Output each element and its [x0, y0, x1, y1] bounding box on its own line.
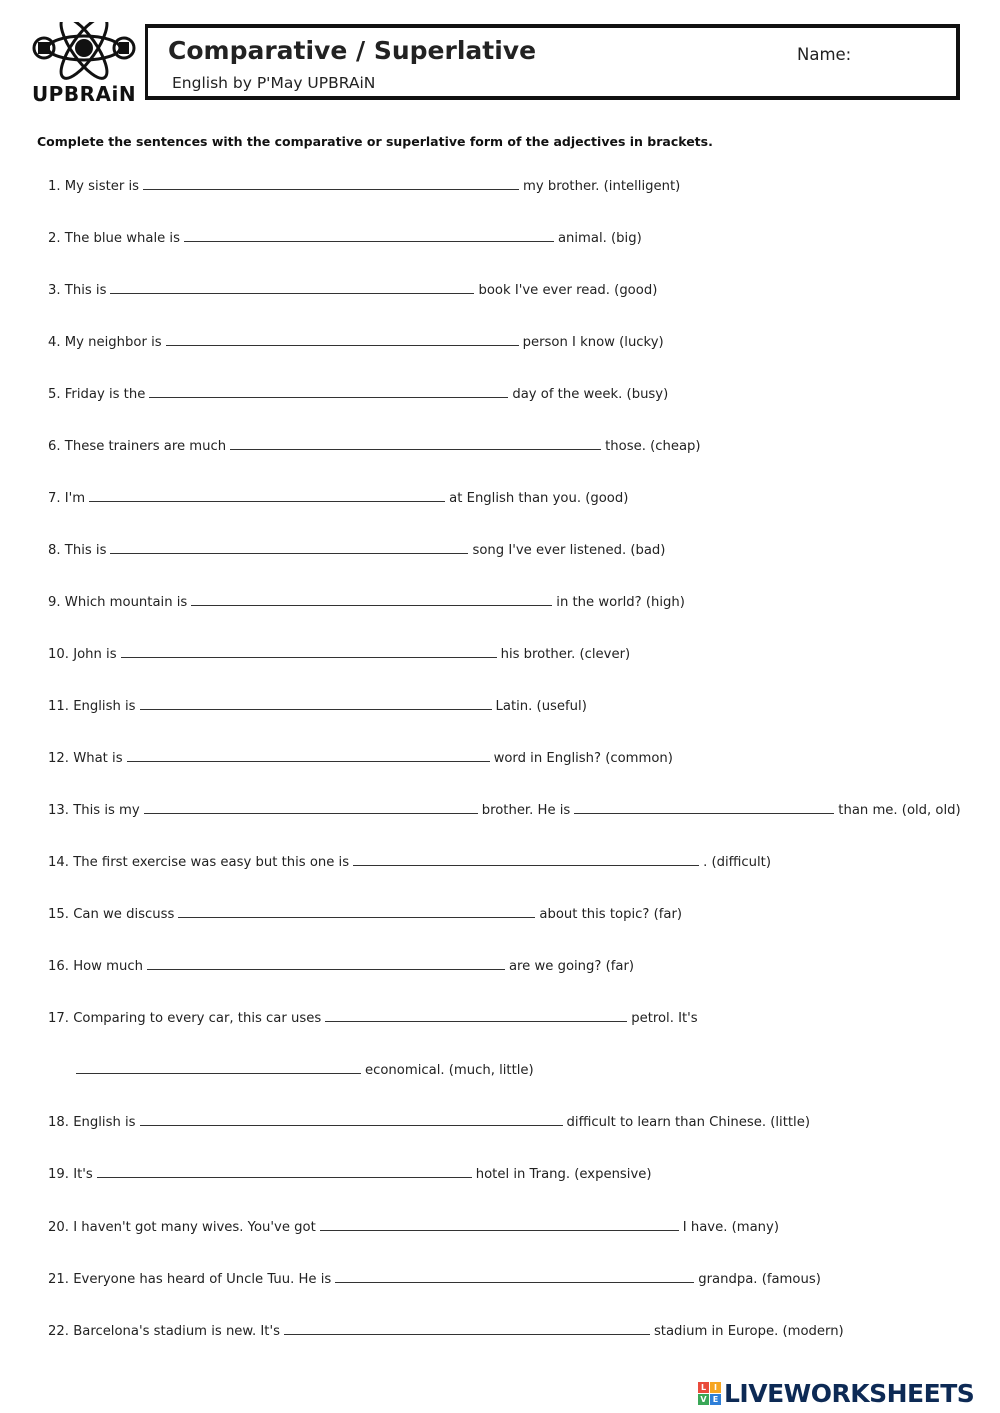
question-row — [48, 1219, 779, 1235]
answer-blank[interactable] — [335, 1271, 694, 1283]
question-number: 2. — [48, 231, 61, 246]
question-number: 17. — [48, 1011, 69, 1026]
question-number: 14. — [48, 855, 69, 870]
question-row — [48, 334, 664, 350]
upbrain-logo — [28, 22, 140, 108]
question-text-after: stadium in Europe. (modern) — [653, 1324, 844, 1339]
question-text-after: hotel in Trang. (expensive) — [475, 1167, 652, 1182]
question-text-before: How much — [73, 959, 143, 974]
question-text-after: those. (cheap) — [605, 439, 701, 454]
question-text-before: These trainers are much — [64, 439, 227, 454]
question-text-before: My neighbor is — [64, 335, 162, 350]
question-text-before: English is — [73, 699, 136, 714]
worksheet-subtitle: English by P'May UPBRAiN — [172, 74, 376, 92]
question-text-after: I have. (many) — [682, 1220, 779, 1235]
question-text-before: John is — [73, 647, 117, 662]
question-number: 1. — [48, 179, 61, 194]
answer-blank[interactable] — [284, 1323, 650, 1335]
answer-blank[interactable] — [230, 438, 601, 450]
question-text-after: economical. (much, little) — [365, 1063, 534, 1078]
question-text-before: This is — [64, 283, 107, 298]
question-number: 22. — [48, 1324, 69, 1339]
question-row — [48, 1166, 652, 1182]
question-text-after: at English than you. (good) — [449, 491, 629, 506]
question-text-before: I'm — [64, 491, 86, 506]
question-text-after: my brother. (intelligent) — [523, 179, 681, 194]
header-box — [145, 24, 960, 100]
question-number: 4. — [48, 335, 61, 350]
answer-blank[interactable] — [89, 490, 445, 502]
question-text-after: difficult to learn than Chinese. (little) — [566, 1115, 810, 1130]
answer-blank[interactable] — [121, 646, 497, 658]
question-text-before: My sister is — [64, 179, 140, 194]
question-number: 7. — [48, 491, 61, 506]
question-number: 10. — [48, 647, 69, 662]
answer-blank[interactable] — [191, 594, 552, 606]
question-row — [48, 282, 657, 298]
question-text-after: Latin. (useful) — [495, 699, 587, 714]
answer-blank[interactable] — [320, 1219, 679, 1231]
question-row — [48, 750, 673, 766]
question-text-after: day of the week. (busy) — [512, 387, 669, 402]
answer-blank[interactable] — [178, 906, 535, 918]
question-row — [48, 698, 587, 714]
question-row — [48, 594, 685, 610]
question-row — [48, 490, 628, 506]
question-row — [48, 438, 701, 454]
question-text-after: than me. (old, old) — [838, 803, 961, 818]
question-row — [48, 1323, 844, 1339]
answer-blank[interactable] — [325, 1010, 627, 1022]
question-text-before: I haven't got many wives. You've got — [73, 1220, 316, 1235]
badge-letter: E — [710, 1394, 721, 1405]
question-number: 16. — [48, 959, 69, 974]
instructions: Complete the sentences with the comparative or superlative form of the adjectives in brackets. — [37, 134, 713, 149]
brand-text: LIVEWORKSHEETS — [724, 1378, 975, 1408]
question-text-before: This is — [64, 543, 107, 558]
question-text-before: The blue whale is — [64, 231, 180, 246]
question-text-before: This is my — [73, 803, 140, 818]
answer-blank[interactable] — [143, 178, 519, 190]
answer-blank[interactable] — [140, 1114, 563, 1126]
question-row — [48, 1114, 810, 1130]
question-text-after: in the world? (high) — [556, 595, 685, 610]
question-text-before: Which mountain is — [64, 595, 188, 610]
question-number: 12. — [48, 751, 69, 766]
answer-blank[interactable] — [149, 386, 508, 398]
question-number: 13. — [48, 803, 69, 818]
question-row — [48, 802, 961, 818]
question-text-before: Comparing to every car, this car uses — [73, 1011, 322, 1026]
question-text-before: It's — [73, 1167, 93, 1182]
question-row — [48, 386, 668, 402]
logo-text: UPBRAiN — [31, 82, 137, 106]
question-text-after: his brother. (clever) — [500, 647, 631, 662]
worksheet-title: Comparative / Superlative — [168, 36, 537, 65]
question-text-before: What is — [73, 751, 123, 766]
question-row — [48, 542, 665, 558]
question-number: 19. — [48, 1167, 69, 1182]
question-text-after: grandpa. (famous) — [698, 1272, 821, 1287]
question-text-middle: brother. He is — [481, 803, 571, 818]
answer-blank[interactable] — [127, 750, 490, 762]
answer-blank[interactable] — [110, 542, 468, 554]
question-row — [48, 230, 642, 246]
question-text-before: The first exercise was easy but this one is — [73, 855, 350, 870]
question-text-before: Can we discuss — [73, 907, 175, 922]
question-text-after: song I've ever listened. (bad) — [472, 543, 666, 558]
question-number: 15. — [48, 907, 69, 922]
answer-blank[interactable] — [144, 802, 478, 814]
name-label: Name: — [797, 45, 852, 64]
question-row — [48, 1010, 698, 1026]
answer-blank[interactable] — [574, 802, 834, 814]
question-number: 11. — [48, 699, 69, 714]
badge-letter: I — [710, 1382, 721, 1393]
question-text-before: Friday is the — [64, 387, 146, 402]
question-number: 5. — [48, 387, 61, 402]
answer-blank[interactable] — [353, 854, 699, 866]
question-number: 8. — [48, 543, 61, 558]
question-number: 21. — [48, 1272, 69, 1287]
badge-letter: V — [698, 1394, 709, 1405]
question-number: 9. — [48, 595, 61, 610]
question-text-before: Everyone has heard of Uncle Tuu. He is — [73, 1272, 332, 1287]
question-row — [48, 958, 634, 974]
answer-blank[interactable] — [166, 334, 519, 346]
question-text-after: . (difficult) — [703, 855, 771, 870]
atom-brain-icon — [28, 22, 140, 82]
question-row — [48, 906, 682, 922]
question-number: 18. — [48, 1115, 69, 1130]
question-text-after: about this topic? (far) — [539, 907, 683, 922]
question-row — [48, 646, 630, 662]
answer-blank[interactable] — [76, 1062, 361, 1074]
question-number: 20. — [48, 1220, 69, 1235]
question-text-after: book I've ever read. (good) — [478, 283, 658, 298]
badge-letter: L — [698, 1382, 709, 1393]
answer-blank[interactable] — [110, 282, 474, 294]
question-text-after: are we going? (far) — [508, 959, 635, 974]
question-text-after: petrol. It's — [631, 1011, 698, 1026]
live-badge-icon — [698, 1382, 721, 1405]
question-text-after: word in English? (common) — [493, 751, 673, 766]
question-row — [72, 1062, 534, 1078]
liveworksheets-brand — [698, 1378, 974, 1408]
question-row — [48, 1271, 821, 1287]
question-number: 6. — [48, 439, 61, 454]
question-text-after: animal. (big) — [557, 231, 642, 246]
question-number: 3. — [48, 283, 61, 298]
answer-blank[interactable] — [184, 230, 554, 242]
answer-blank[interactable] — [140, 698, 492, 710]
answer-blank[interactable] — [147, 958, 505, 970]
question-text-before: English is — [73, 1115, 136, 1130]
question-text-before: Barcelona's stadium is new. It's — [73, 1324, 280, 1339]
question-row — [48, 854, 771, 870]
answer-blank[interactable] — [97, 1166, 472, 1178]
question-text-after: person I know (lucky) — [522, 335, 664, 350]
question-row — [48, 178, 680, 194]
